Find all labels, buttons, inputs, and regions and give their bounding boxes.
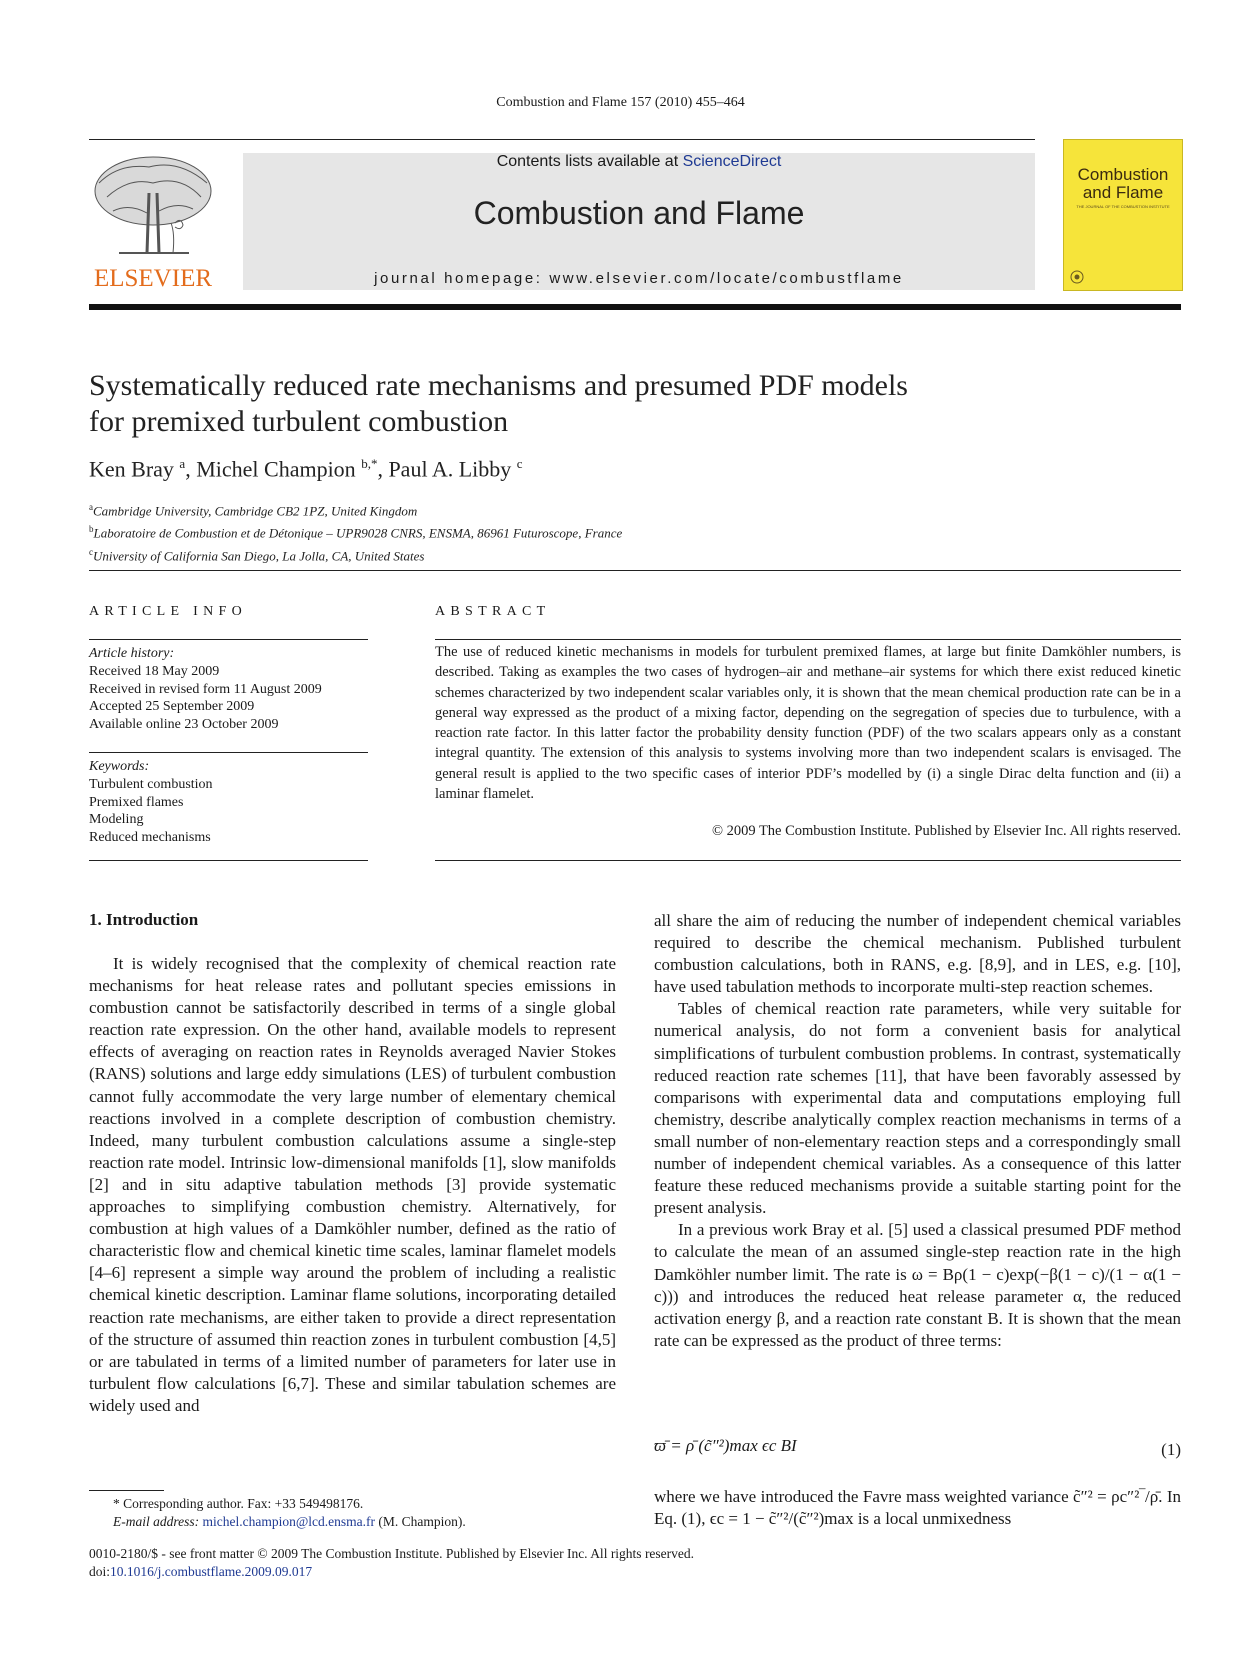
- equation-body: ϖ̄ = ρ̄ (c̃″²)max ϵc BI: [654, 1436, 797, 1455]
- masthead-top-rule: [89, 139, 1035, 140]
- doi-label: doi:: [89, 1564, 111, 1579]
- author-list: Ken Bray $^a$, Michel Champion $^{b,*}$, Paul A. Libby $^c$: [89, 456, 523, 482]
- history-item: Accepted 25 September 2009: [89, 699, 255, 715]
- abstract-rule: [435, 860, 1181, 861]
- body-column-left: [89, 953, 616, 1417]
- history-item: Received in revised form 11 August 2009: [89, 681, 322, 697]
- equation-number: (1): [1161, 1440, 1181, 1459]
- article-history: [89, 645, 322, 734]
- history-item: Available online 23 October 2009: [89, 717, 279, 733]
- body-paragraph: In a previous work Bray et al. [5] used a classical presumed PDF method to calculate the mean of an assumed single-step reaction rate in the high Damköhler number limit. The rate is ω = Bρ(1 − c)exp(−β(1 − c)/(1 − α(1 − c))) and introduces the reduced heat release parameter α, the reduced activation energy β, and a reaction rate constant B. It is shown that the mean rate can be expressed as the product of three terms:: [654, 1220, 1181, 1350]
- elsevier-tree-icon: [89, 153, 217, 265]
- affiliation-text: University of California San Diego, La Jolla, CA, United States: [93, 547, 425, 563]
- body-paragraph: It is widely recognised that the complexity of chemical reaction rate mechanisms for heat release rates and pollutant species emissions in combustion cannot be satisfactorily described in terms of a single global reaction rate expression. On the other hand, available models to represent effects of averaging on reaction rates in Reynolds averaged Navier Stokes (RANS) solutions and large eddy simulations (LES) of turbulent combustion cannot fully accommodate the very large number of elementary chemical reactions involved in a complete description of combustion chemistry. Indeed, many turbulent combustion calculations assume a single-step reaction rate model. Intrinsic low-dimensional manifolds [1], slow manifolds [2] and in situ adaptive tabulation methods [3] provide systematic approaches to simplifying combustion chemistry. Alternatively, for combustion at high values of a Damköhler number, defined as the ratio of characteristic flow and chemical kinetic time scales, laminar flamelet models [4–6] represent a simple way around the problem of including a realistic chemical kinetic description. Laminar flame solutions, incorporating detailed reaction rate mechanisms, are either taken to provide a direct representation of the structure of assumed thin reaction zones in turbulent combustion [4,5] or are tabulated in terms of a limited number of parameters for later use in turbulent flow calculations [6,7]. These and similar tabulation schemes are widely used and: [89, 954, 616, 1415]
- masthead-box: [243, 153, 1035, 290]
- article-title-line-1: Systematically reduced rate mechanisms and presumed PDF models: [89, 369, 908, 402]
- article-info-rule: [89, 752, 368, 753]
- affiliation-item: [89, 543, 622, 565]
- keyword-item: Premixed flames: [89, 794, 184, 810]
- issn-line: 0010-2180/$ - see front matter © 2009 The Combustion Institute. Published by Elsevier Inc. All rights reserved.: [89, 1546, 695, 1561]
- keywords: [89, 758, 213, 847]
- footnote-rule: [89, 1490, 164, 1491]
- keyword-item: Modeling: [89, 812, 144, 828]
- author-name[interactable]: Ken Bray: [89, 456, 174, 482]
- doi-link[interactable]: 10.1016/j.combustflame.2009.09.017: [110, 1564, 313, 1579]
- abstract-rule: [435, 639, 1181, 640]
- abstract-text: The use of reduced kinetic mechanisms in models for turbulent premixed flames, at large but finite Damköhler numbers, is described. Taking as examples the two cases of hydrogen–air and methane–air systems for which there exist reduced kinetic schemes characterized by two independent scalar variables only, it is shown that the mean chemical production rate can be in a general way expressed as the product of a mixing factor, depending on the segregation of species due to turbulence, with a reaction rate factor. In this latter factor the probability density function (PDF) of the two scalars appears only as a constant integral quantity. The extension of this analysis to systems involving more than two independent scalars is envisaged. The general result is applied to the two specific cases of interior PDF’s modelled by (i) a single Dirac delta function and (ii) a laminar flamelet.: [435, 644, 1181, 803]
- cover-title: Combustion and Flame: [1077, 165, 1169, 202]
- running-head: Combustion and Flame 157 (2010) 455–464: [496, 95, 745, 110]
- email-link[interactable]: michel.champion@lcd.ensma.fr: [202, 1514, 376, 1529]
- affiliations: [89, 498, 622, 565]
- section-heading-introduction: 1. Introduction: [89, 910, 199, 929]
- affiliation-mark: c: [89, 546, 93, 557]
- keywords-label: Keywords:: [89, 759, 150, 774]
- author-name[interactable]: Paul A. Libby: [388, 456, 512, 482]
- affiliation-mark: a: [89, 502, 93, 512]
- affiliation-text: Laboratoire de Combustion et de Détonique – UPR9028 CNRS, ENSMA, 86961 Futuroscope, France: [93, 525, 623, 541]
- email-suffix: (M. Champion).: [375, 1514, 466, 1529]
- body-paragraph: where we have introduced the Favre mass weighted variance c̃″² = ρc″²‾/ρ̄. In Eq. (1), ϵc = 1 − c̃″²/(c̃″²)max is a local unmixedness: [654, 1487, 1181, 1529]
- elsevier-wordmark: ELSEVIER: [93, 265, 213, 292]
- contents-line: [243, 153, 1035, 171]
- journal-cover-thumbnail[interactable]: [1063, 139, 1183, 291]
- contents-prefix: Contents lists available at: [496, 153, 683, 170]
- keyword-item: Turbulent combustion: [89, 776, 213, 792]
- article-info-rule: [89, 860, 368, 861]
- body-column-right: [654, 910, 1181, 1352]
- cover-seal-icon: [1070, 270, 1084, 284]
- elsevier-logo[interactable]: [89, 153, 217, 293]
- affiliation-item: [89, 498, 622, 520]
- author-name[interactable]: Michel Champion: [196, 456, 356, 482]
- email-label: E-mail address:: [113, 1514, 203, 1529]
- history-item: Received 18 May 2009: [89, 663, 220, 679]
- author-affiliation-mark: b,*: [361, 456, 378, 471]
- article-title-line-2: for premixed turbulent combustion: [89, 405, 509, 438]
- journal-homepage-link[interactable]: journal homepage: www.elsevier.com/locate/combustflame: [374, 270, 904, 287]
- email-note: [89, 1513, 466, 1531]
- affiliation-mark: b: [89, 524, 94, 535]
- abstract-heading: ABSTRACT: [435, 604, 551, 619]
- author-affiliation-mark: c: [516, 456, 523, 471]
- sciencedirect-link[interactable]: ScienceDirect: [682, 153, 782, 170]
- cover-subtitle: THE JOURNAL OF THE COMBUSTION INSTITUTE: [1076, 204, 1170, 209]
- author-affiliation-mark: a: [179, 456, 186, 471]
- journal-title: Combustion and Flame: [473, 195, 805, 231]
- abstract-copyright: © 2009 The Combustion Institute. Published by Elsevier Inc. All rights reserved.: [711, 823, 1181, 839]
- body-paragraph: Tables of chemical reaction rate parameters, while very suitable for numerical analysis, do not form a convenient basis for analytical simplifications of turbulent combustion problems. In contrast, systematically reduced reaction rate schemes [11], that have been favorably assessed by comparisons with experimental data and computations employing full chemistry, describe analytically complex reaction mechanisms in terms of a small number of non-elementary reaction steps and a correspondingly small number of independent chemical variables. As a consequence of this latter feature these reduced mechanisms provide a suitable starting point for the present analysis.: [654, 999, 1181, 1218]
- affiliation-item: [89, 520, 622, 542]
- doi-line: [89, 1563, 694, 1581]
- affiliation-text: Cambridge University, Cambridge CB2 1PZ, United Kingdom: [93, 503, 418, 519]
- corresponding-author-note: * Corresponding author. Fax: +33 549498176.: [113, 1496, 364, 1511]
- front-matter: [89, 1545, 694, 1581]
- keyword-item: Reduced mechanisms: [89, 830, 211, 846]
- footnote: [89, 1495, 466, 1531]
- article-info-heading: ARTICLE INFO: [89, 604, 248, 619]
- body-paragraph: all share the aim of reducing the number of independent chemical variables required to describe the chemical mechanism. Published turbulent combustion calculations, both in RANS, e.g. [8,9], and in LES, e.g. [10], have used tabulation methods to incorporate multi-step reaction schemes.: [654, 911, 1181, 997]
- masthead-thick-rule: [89, 304, 1181, 310]
- article-info-rule: [89, 639, 368, 640]
- equation-1: [654, 1436, 1181, 1472]
- history-label: Article history:: [89, 646, 175, 661]
- section-divider: [89, 570, 1181, 571]
- article-title: [89, 368, 1089, 440]
